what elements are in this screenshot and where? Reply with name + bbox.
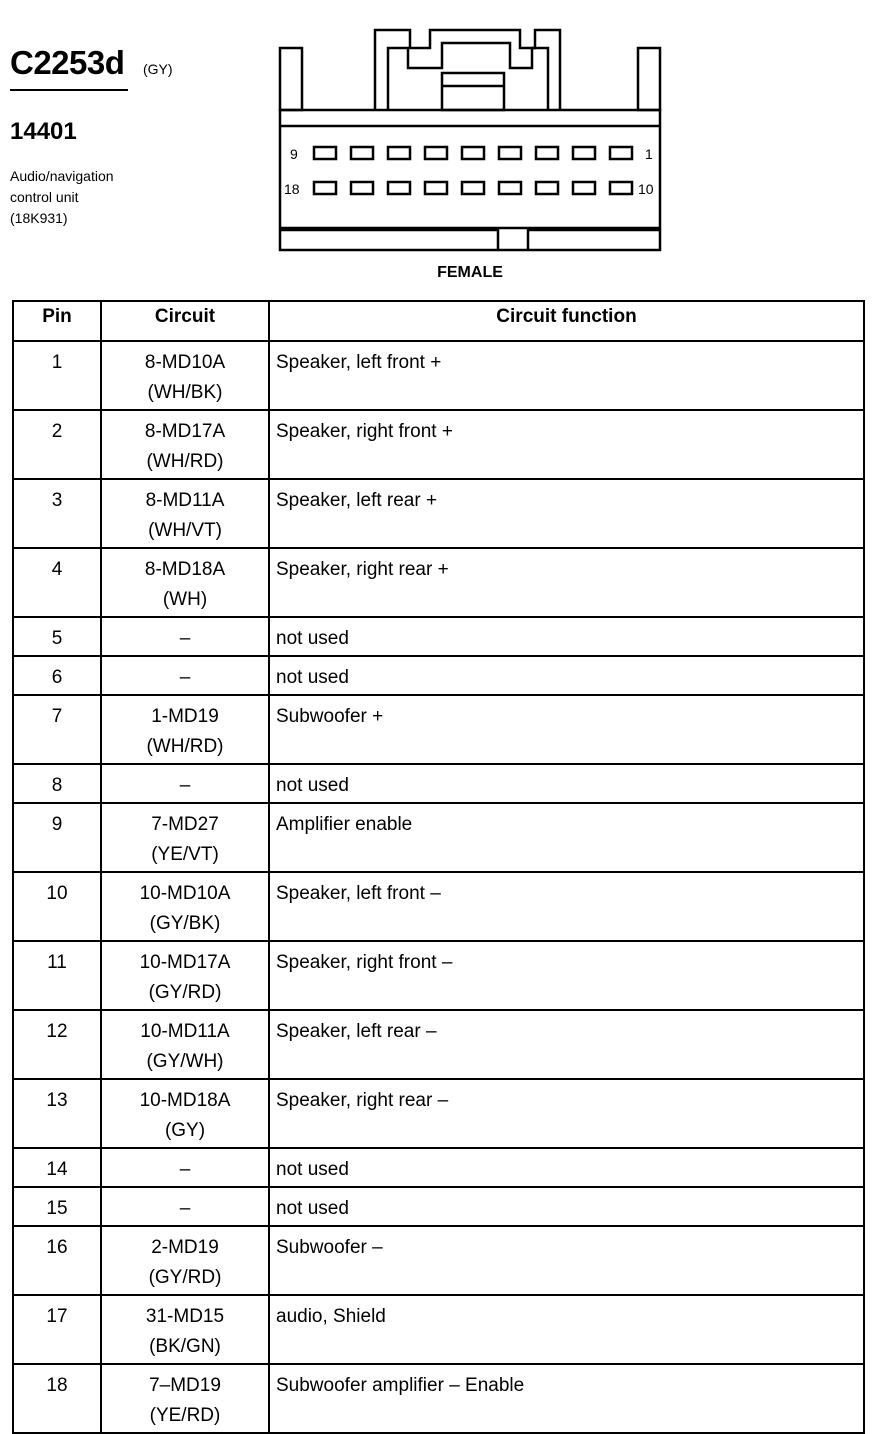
pin-number: 14	[13, 1148, 101, 1187]
circuit-function: Subwoofer amplifier – Enable	[269, 1364, 864, 1433]
pin-number: 3	[13, 479, 101, 548]
table-row	[13, 872, 864, 941]
pin-number: 1	[13, 341, 101, 410]
circuit-function: Amplifier enable	[269, 803, 864, 872]
connector-code: C2253d	[10, 44, 125, 81]
row2-left-label: 18	[284, 181, 300, 197]
pin-number: 6	[13, 656, 101, 695]
circuit-cell	[101, 410, 269, 479]
circuit-cell	[101, 764, 269, 803]
table-row	[13, 941, 864, 1010]
circuit-id: 10-MD17A	[139, 952, 231, 973]
pin-number: 4	[13, 548, 101, 617]
circuit-function: Speaker, right rear +	[269, 548, 864, 617]
row2-right-label: 10	[638, 181, 654, 197]
table-row	[13, 1226, 864, 1295]
circuit-id: 8-MD17A	[144, 421, 226, 442]
circuit-cell	[101, 548, 269, 617]
pin-number: 9	[13, 803, 101, 872]
table-row	[13, 341, 864, 410]
circuit-function: Speaker, right front –	[269, 941, 864, 1010]
pin-number: 15	[13, 1187, 101, 1226]
circuit-id: 8-MD18A	[144, 559, 226, 580]
circuit-function: Speaker, left front –	[269, 872, 864, 941]
circuit-function: Subwoofer +	[269, 695, 864, 764]
table-row	[13, 1010, 864, 1079]
wire-color: (BK/GN)	[149, 1336, 221, 1357]
right-latch-post	[638, 48, 660, 110]
table-row	[13, 479, 864, 548]
wire-color: (GY)	[164, 1120, 206, 1141]
circuit-id: –	[179, 1198, 191, 1219]
wire-color: (WH/RD)	[146, 451, 224, 472]
table-row	[13, 1187, 864, 1226]
circuit-function: Speaker, left rear +	[269, 479, 864, 548]
pin-number: 12	[13, 1010, 101, 1079]
table-row	[13, 656, 864, 695]
row1-right-label: 1	[645, 146, 653, 162]
circuit-id: 7–MD19	[149, 1375, 221, 1396]
pin-number: 11	[13, 941, 101, 1010]
cavity-row-1	[314, 147, 632, 159]
circuit-cell	[101, 1010, 269, 1079]
table-row	[13, 803, 864, 872]
pin-number: 5	[13, 617, 101, 656]
circuit-id: –	[179, 628, 191, 649]
circuit-id: –	[179, 1159, 191, 1180]
table-row	[13, 1295, 864, 1364]
circuit-id: –	[179, 775, 191, 796]
pin-number: 16	[13, 1226, 101, 1295]
description-line-1: Audio/navigation	[10, 168, 114, 184]
circuit-id: 7-MD27	[151, 814, 219, 835]
circuit-function: Speaker, left front +	[269, 341, 864, 410]
pin-number: 2	[13, 410, 101, 479]
circuit-function: not used	[269, 617, 864, 656]
pin-number: 10	[13, 872, 101, 941]
circuit-function: Speaker, right front +	[269, 410, 864, 479]
circuit-cell	[101, 656, 269, 695]
description-line-3: (18K931)	[10, 210, 68, 226]
circuit-cell	[101, 1226, 269, 1295]
wire-color: (WH/VT)	[148, 520, 222, 541]
circuit-id: 10-MD10A	[139, 883, 231, 904]
circuit-function: Speaker, right rear –	[269, 1079, 864, 1148]
connector-color: (GY)	[143, 61, 173, 77]
circuit-cell	[101, 617, 269, 656]
wire-color: (WH)	[162, 589, 208, 610]
circuit-cell	[101, 803, 269, 872]
circuit-id: 8-MD10A	[144, 352, 226, 373]
circuit-id: 8-MD11A	[145, 490, 225, 511]
header-circuit: Circuit	[101, 301, 269, 341]
circuit-cell	[101, 1079, 269, 1148]
wire-color: (GY/RD)	[148, 1267, 222, 1288]
circuit-cell	[101, 1187, 269, 1226]
wire-color: (YE/VT)	[151, 844, 219, 865]
table-row	[13, 1364, 864, 1433]
table-row	[13, 1079, 864, 1148]
circuit-cell	[101, 941, 269, 1010]
wire-color: (GY/RD)	[148, 982, 222, 1003]
wire-color: (WH/BK)	[147, 382, 223, 403]
circuit-function: Speaker, left rear –	[269, 1010, 864, 1079]
circuit-function: Subwoofer –	[269, 1226, 864, 1295]
circuit-cell	[101, 872, 269, 941]
circuit-id: 10-MD18A	[139, 1090, 231, 1111]
center-latch-inner	[388, 43, 548, 110]
circuit-cell	[101, 695, 269, 764]
circuit-id: 1-MD19	[151, 706, 219, 727]
table-row	[13, 695, 864, 764]
header-pin: Pin	[13, 301, 101, 341]
circuit-id: 10-MD11A	[140, 1021, 230, 1042]
component-description	[10, 166, 114, 229]
description-line-2: control unit	[10, 189, 79, 205]
circuit-cell	[101, 479, 269, 548]
cavity-row-2	[314, 182, 632, 194]
circuit-function: not used	[269, 1187, 864, 1226]
pin-number: 18	[13, 1364, 101, 1433]
table-row	[13, 617, 864, 656]
circuit-function: not used	[269, 764, 864, 803]
left-latch-post	[280, 48, 302, 110]
table-row	[13, 764, 864, 803]
circuit-id: 31-MD15	[145, 1306, 225, 1327]
pinout-table	[12, 300, 865, 1434]
connector-face-diagram	[270, 18, 670, 258]
circuit-function: not used	[269, 656, 864, 695]
circuit-function: not used	[269, 1148, 864, 1187]
center-latch-window	[442, 73, 504, 110]
part-number: 14401	[10, 118, 77, 145]
wire-color: (GY/BK)	[149, 913, 221, 934]
pin-number: 7	[13, 695, 101, 764]
title-underline	[10, 89, 128, 91]
circuit-cell	[101, 1295, 269, 1364]
wire-color: (YE/RD)	[149, 1405, 221, 1426]
circuit-id: –	[179, 667, 191, 688]
pin-number: 8	[13, 764, 101, 803]
connector-gender-label: FEMALE	[437, 264, 503, 281]
table-row	[13, 410, 864, 479]
wire-color: (GY/WH)	[146, 1051, 224, 1072]
table-body	[13, 341, 864, 1433]
row1-left-label: 9	[290, 146, 298, 162]
pin-number: 13	[13, 1079, 101, 1148]
circuit-cell	[101, 341, 269, 410]
circuit-cell	[101, 1364, 269, 1433]
circuit-function: audio, Shield	[269, 1295, 864, 1364]
table-row	[13, 1148, 864, 1187]
circuit-id: 2-MD19	[151, 1237, 219, 1258]
wire-color: (WH/RD)	[146, 736, 224, 757]
circuit-cell	[101, 1148, 269, 1187]
header-circuit-function: Circuit function	[269, 301, 864, 341]
pin-number: 17	[13, 1295, 101, 1364]
table-header-row	[13, 301, 864, 341]
table-row	[13, 548, 864, 617]
